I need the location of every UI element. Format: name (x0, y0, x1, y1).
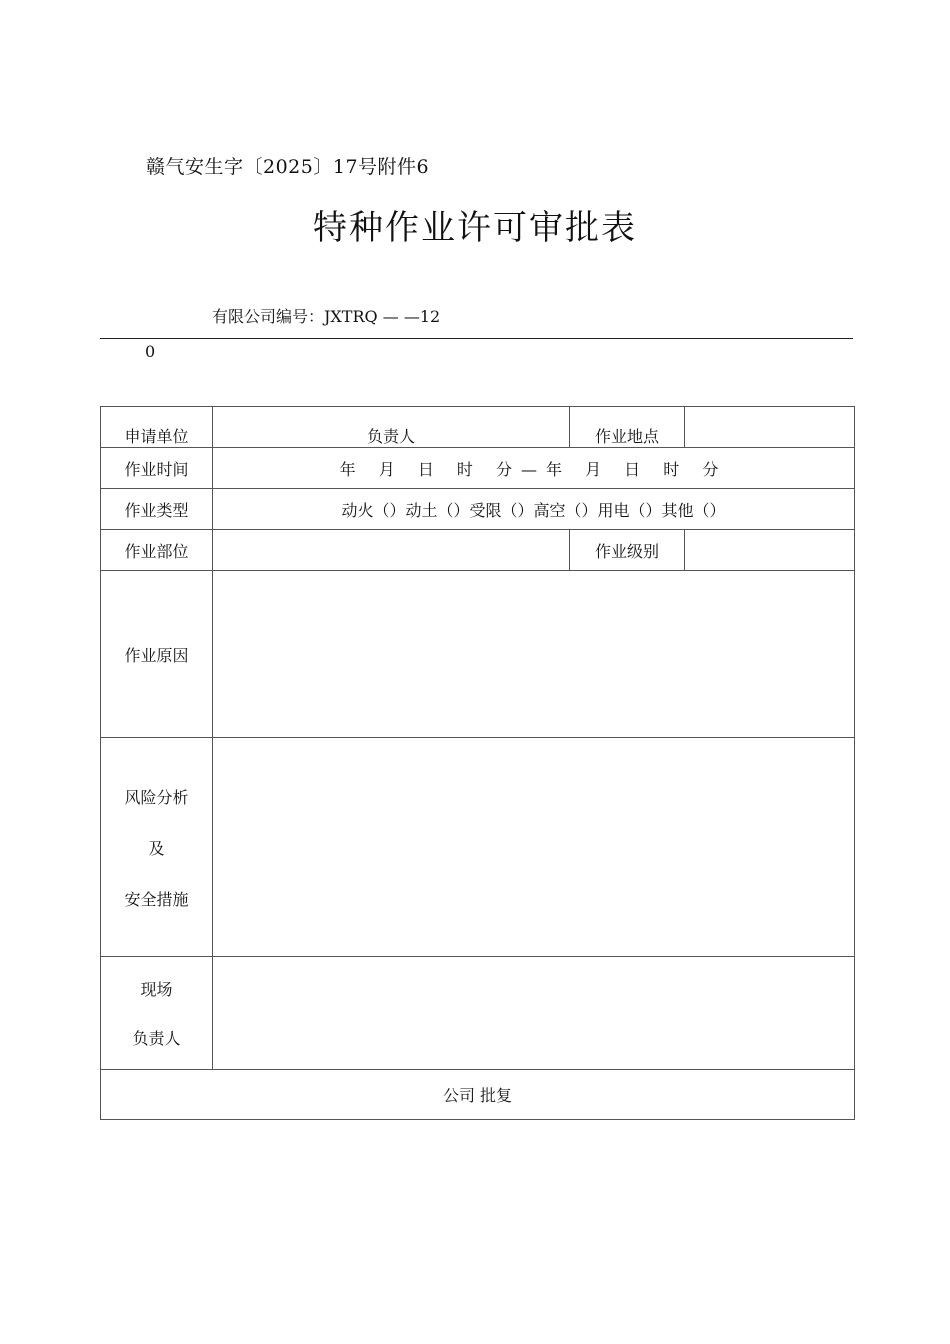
row-company-approval (101, 1070, 855, 1120)
row-work-part (101, 530, 855, 571)
company-approval-label: 公司 批复 (101, 1070, 855, 1120)
site-manager-label (101, 957, 213, 1070)
work-location-label: 作业地点 (570, 407, 685, 448)
responsible-person-label: 负责人 (366, 427, 415, 446)
risk-analysis-field[interactable] (213, 738, 855, 957)
work-type-options[interactable]: 动火（）动土（）受限（）高空（）用电（）其他（） (213, 489, 855, 530)
divider (100, 338, 853, 339)
work-location-field[interactable] (685, 407, 855, 448)
row-work-reason (101, 571, 855, 738)
applicant-label: 申请单位 (101, 407, 213, 448)
row-work-type (101, 489, 855, 530)
row-risk-analysis (101, 738, 855, 957)
row-work-time (101, 448, 855, 489)
document-reference: 赣气安生字〔2025〕17号附件6 (146, 156, 430, 178)
work-time-field[interactable]: 年 月 日 时 分—年 月 日 时 分 (213, 448, 855, 489)
work-reason-label: 作业原因 (101, 571, 213, 738)
risk-analysis-label (101, 738, 213, 957)
risk-analysis-label-line1: 风险分析 (124, 787, 189, 807)
company-code: 有限公司编号：JXTRQ — —12 (212, 307, 441, 326)
company-code-continuation: 0 (145, 342, 156, 361)
work-part-label: 作业部位 (101, 530, 213, 571)
row-applicant (101, 407, 855, 448)
page-title: 特种作业许可审批表 (313, 208, 637, 248)
responsible-person-field[interactable] (213, 407, 570, 448)
row-site-manager (101, 957, 855, 1070)
work-part-field[interactable] (213, 530, 570, 571)
risk-analysis-label-line3: 安全措施 (124, 889, 189, 909)
site-manager-label-line1: 现场 (140, 980, 173, 999)
work-level-field[interactable] (685, 530, 855, 571)
permit-form-table (100, 406, 855, 1120)
work-level-label: 作业级别 (570, 530, 685, 571)
site-manager-label-line2: 负责人 (132, 1029, 181, 1048)
site-manager-field[interactable] (213, 957, 855, 1070)
work-time-label: 作业时间 (101, 448, 213, 489)
work-reason-field[interactable] (213, 571, 855, 738)
work-type-label: 作业类型 (101, 489, 213, 530)
risk-analysis-label-line2: 及 (148, 838, 165, 858)
